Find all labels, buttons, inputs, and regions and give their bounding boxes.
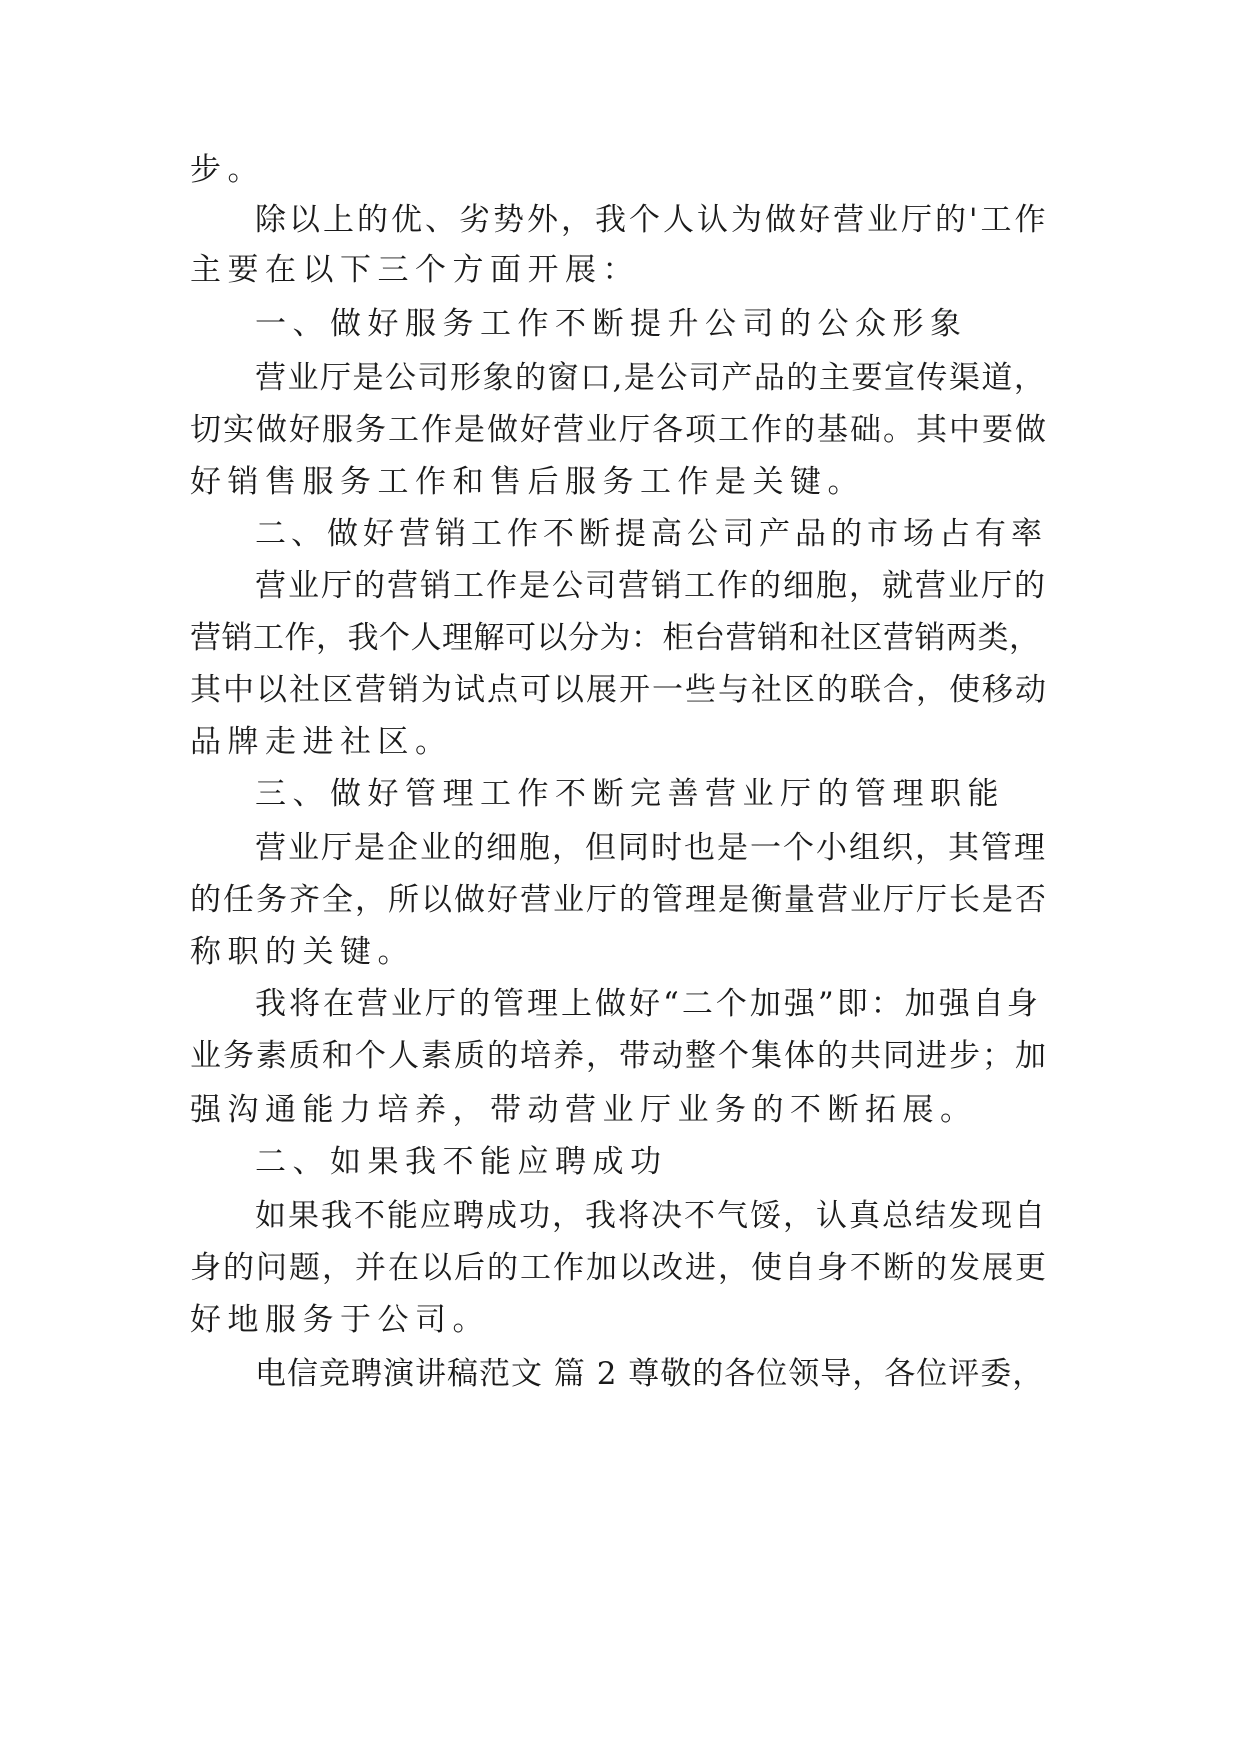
paragraph-start: 除以上的优、劣势外，我个人认为做好营业厅的'工作 (255, 202, 1049, 238)
text-line: 强沟通能力培养，带动营业厅业务的不断拓展。 (190, 1092, 978, 1128)
text-line: 业务素质和个人素质的培养，带动整个集体的共同进步；加 (190, 1038, 1048, 1074)
paragraph-start: 营业厅是企业的细胞，但同时也是一个小组织，其管理 (255, 830, 1047, 866)
text-line: 身的问题，并在以后的工作加以改进，使自身不断的发展更 (190, 1250, 1048, 1286)
paragraph-start: 我将在营业厅的管理上做好“二个加强”即：加强自身 (255, 986, 1041, 1022)
section-heading: 三、做好管理工作不断完善营业厅的管理职能 (255, 776, 1005, 812)
text-line: 的任务齐全，所以做好营业厅的管理是衡量营业厅厅长是否 (190, 882, 1048, 918)
section-heading: 一、做好服务工作不断提升公司的公众形象 (255, 306, 968, 342)
text-line: 营销工作，我个人理解可以分为：柜台营销和社区营销两类， (190, 620, 1041, 656)
text-line: 其中以社区营销为试点可以展开一些与社区的联合，使移动 (190, 672, 1048, 708)
text-line: 主要在以下三个方面开展： (190, 252, 640, 288)
text-line: 步。 (190, 152, 265, 188)
text-line: 切实做好服务工作是做好营业厅各项工作的基础。其中要做 (190, 412, 1048, 448)
text-line: 品牌走进社区。 (190, 724, 453, 760)
text-line: 好销售服务工作和售后服务工作是关键。 (190, 464, 865, 500)
paragraph-start: 如果我不能应聘成功，我将决不气馁，认真总结发现自 (255, 1198, 1047, 1234)
section-heading: 二、做好营销工作不断提高公司产品的市场占有率 (255, 516, 1047, 552)
paragraph-start: 营业厅是公司形象的窗口,是公司产品的主要宣传渠道， (255, 360, 1047, 396)
paragraph-start: 营业厅的营销工作是公司营销工作的细胞，就营业厅的 (255, 568, 1047, 604)
text-line: 好地服务于公司。 (190, 1302, 490, 1338)
section-heading: 二、如果我不能应聘成功 (255, 1144, 668, 1180)
paragraph-start: 电信竞聘演讲稿范文 篇 2 尊敬的各位领导，各位评委， (255, 1356, 1045, 1392)
text-line: 称职的关键。 (190, 934, 415, 970)
